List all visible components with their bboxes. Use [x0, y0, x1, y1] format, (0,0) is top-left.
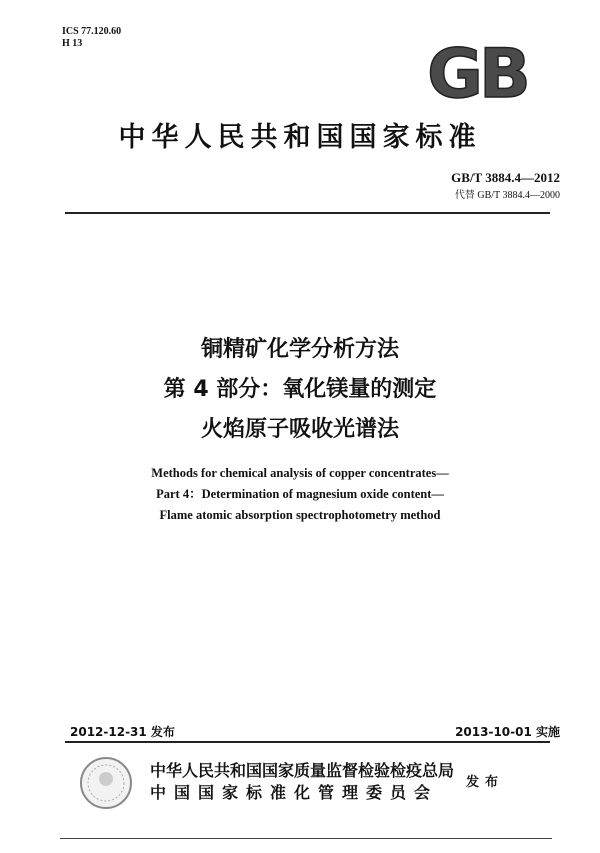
top-divider	[65, 212, 550, 214]
implement-date: 2013-10-01 实施	[455, 725, 560, 739]
document-title: 中华人民共和国国家标准	[118, 122, 482, 153]
gb-logo	[412, 40, 542, 106]
chinese-title	[0, 330, 600, 450]
english-title-line2: Part 4：Determination of magnesium oxide content—	[156, 487, 444, 501]
issuer-org-2: 中国国家标准化管理委员会	[150, 783, 439, 802]
category-code: H 13	[62, 38, 83, 49]
ics-code: ICS 77.120.60	[62, 26, 122, 37]
bottom-divider	[60, 838, 552, 839]
replaces-standard: 代替 GB/T 3884.4—2000	[454, 190, 560, 201]
standard-number-block	[451, 170, 560, 201]
chinese-title-line2: 第 4 部分：氧化镁量的测定	[163, 377, 437, 402]
chinese-title-line3: 火焰原子吸收光谱法	[200, 417, 399, 442]
publish-date: 2012-12-31 发布	[70, 725, 175, 739]
issuer-org-1: 中华人民共和国国家质量监督检验检疫总局	[150, 761, 455, 780]
standard-number: GB/T 3884.4—2012	[451, 170, 560, 185]
chinese-title-line1: 铜精矿化学分析方法	[200, 337, 399, 362]
anti-counterfeit-seal	[78, 755, 134, 811]
english-title-line3: Flame atomic absorption spectrophotometry method	[159, 508, 441, 522]
ics-code-block	[62, 26, 121, 50]
svg-text:GB: GB	[427, 40, 527, 106]
english-title-line1: Methods for chemical analysis of copper concentrates—	[151, 466, 449, 480]
issuer-block	[150, 760, 454, 804]
english-title	[0, 463, 600, 526]
publish-label: 发布	[466, 775, 505, 790]
date-divider	[65, 741, 550, 743]
